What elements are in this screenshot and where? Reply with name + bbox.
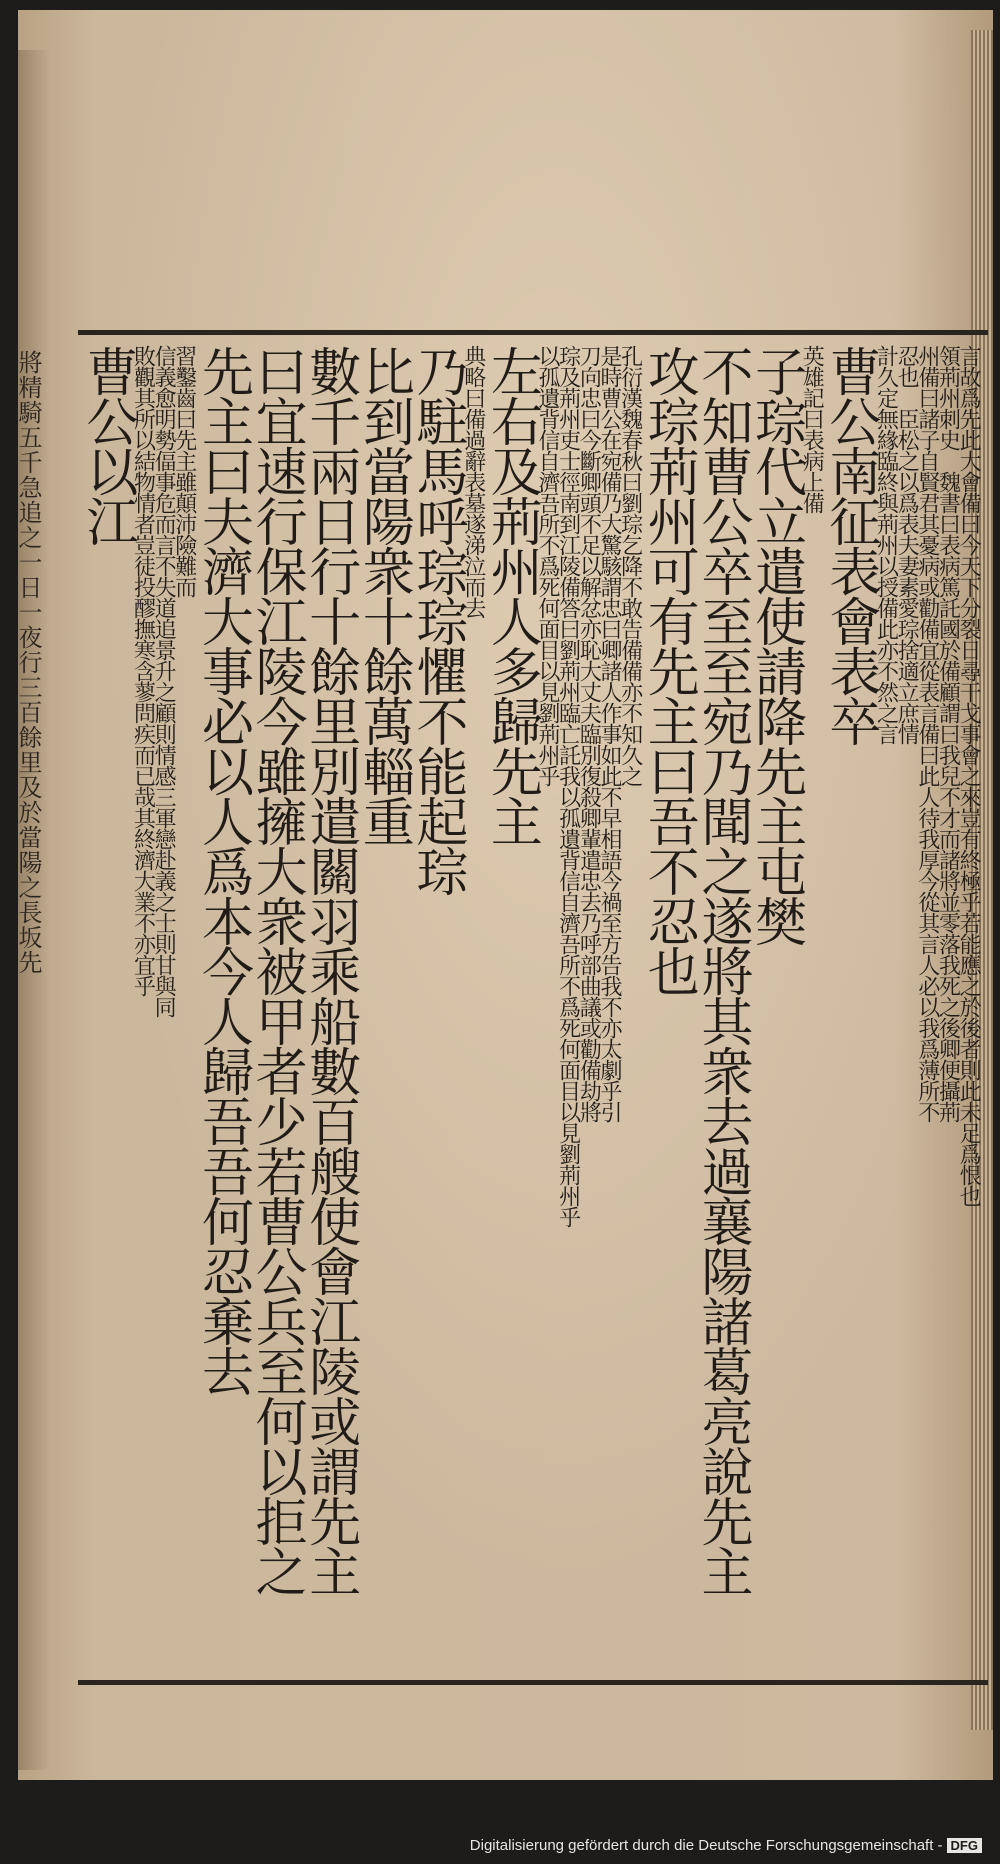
digitization-credit xyxy=(470,1837,982,1854)
commentary-column: 琮及荊州吏士徑南到江陵備答曰劉荊州臨亡託我以孤遺背信自濟吾所不爲死何面目以見劉荊州乎 xyxy=(555,345,581,1227)
main-text-column: 不知曹公卒至至宛乃聞之遂將其衆去過襄陽諸葛亮說先主 xyxy=(691,345,752,1595)
book-page xyxy=(14,10,993,1780)
main-text-column: 比到當陽衆十餘萬輜重 xyxy=(353,345,414,845)
commentary-column: 言故爲先此大會備曰今天下分裂日尋干戈事會之來豈有終極乎若能應之於後者則此未足爲恨也 xyxy=(956,345,982,1206)
commentary-column: 領荊州刺史 魏書曰表病篤託國於備顧謂曰我兒不才而諸將並零落我死之後卿便攝荊 xyxy=(935,345,961,1122)
previous-page-text: 將精騎五千急追之一日一夜行三百餘里及於當陽之長坂先 xyxy=(14,350,42,975)
commentary-column: 習鑿齒曰先主雖顛沛險難而 xyxy=(171,345,197,597)
main-text-column: 先主曰夫濟大事必以人爲本今人歸吾吾何忍棄去 xyxy=(192,345,253,1395)
main-text-column: 左右及荊州人多歸先主 xyxy=(481,345,542,845)
commentary-column: 是時曹公在宛備乃大驚駭謂忠曰卿諸人作事如此不早相語今禍至方告我不亦太劇乎引 xyxy=(596,345,622,1122)
commentary-column: 州備曰諸子自賢君其憂病或勸備宜從表言備曰此人待我厚今從其言人必以我爲薄所不 xyxy=(914,345,940,1122)
commentary-column: 刀向忠曰今斷卿頭不足以解忿亦恥大丈夫臨別復殺卿輩遣忠去乃呼部曲議或勸備劫將 xyxy=(576,345,602,1122)
commentary-column: 孔衍漢魏春秋曰劉琮乞降不敢告備備亦不知久之 xyxy=(617,345,643,786)
main-text-column: 曰宜速行保江陵今雖擁大衆被甲者少若曹公兵至何以拒之 xyxy=(246,345,307,1595)
commentary-column: 以孤遺背信自濟吾所不爲死何面目以見劉荊州乎 xyxy=(535,345,561,786)
main-text-column: 攻琮荊州可有先主曰吾不忍也 xyxy=(638,345,699,995)
commentary-column: 典略曰備過辭表墓遂涕泣而去 xyxy=(460,345,486,618)
credit-text: Digitalisierung gefördert durch die Deutsche Forschungsgemeinschaft - xyxy=(469,1837,943,1854)
commentary-column: 敗觀其所以結物情者豈徒投醪撫寒含蓼問疾而已哉其終濟大業不亦宜乎 xyxy=(130,345,156,996)
main-text-column: 數千兩日行十餘里別遣關羽乘船數百艘使會江陵或謂先主 xyxy=(299,345,360,1595)
dfg-logo: DFG xyxy=(947,1838,982,1853)
main-text-column: 曹公以江 xyxy=(76,345,137,545)
commentary-column: 忍也 臣松之以爲表夫妻素愛琮捨適立庶情 xyxy=(894,345,920,744)
main-text-column: 子琮代立遣使請降先主屯樊 xyxy=(745,345,806,945)
commentary-column: 信義愈明勢偪事危而言不失道追景升之顧則情感三軍戀赴義之士則甘與同 xyxy=(151,345,177,1017)
commentary-column: 計久定無緣臨終與荊州以授備此亦不然之言 xyxy=(873,345,899,744)
main-text-column: 曹公南征表會表卒 xyxy=(819,345,880,745)
main-text-column: 乃駐馬呼琮琮懼不能起琮 xyxy=(407,345,468,895)
commentary-column: 英雄記曰表病上備 xyxy=(799,345,825,513)
